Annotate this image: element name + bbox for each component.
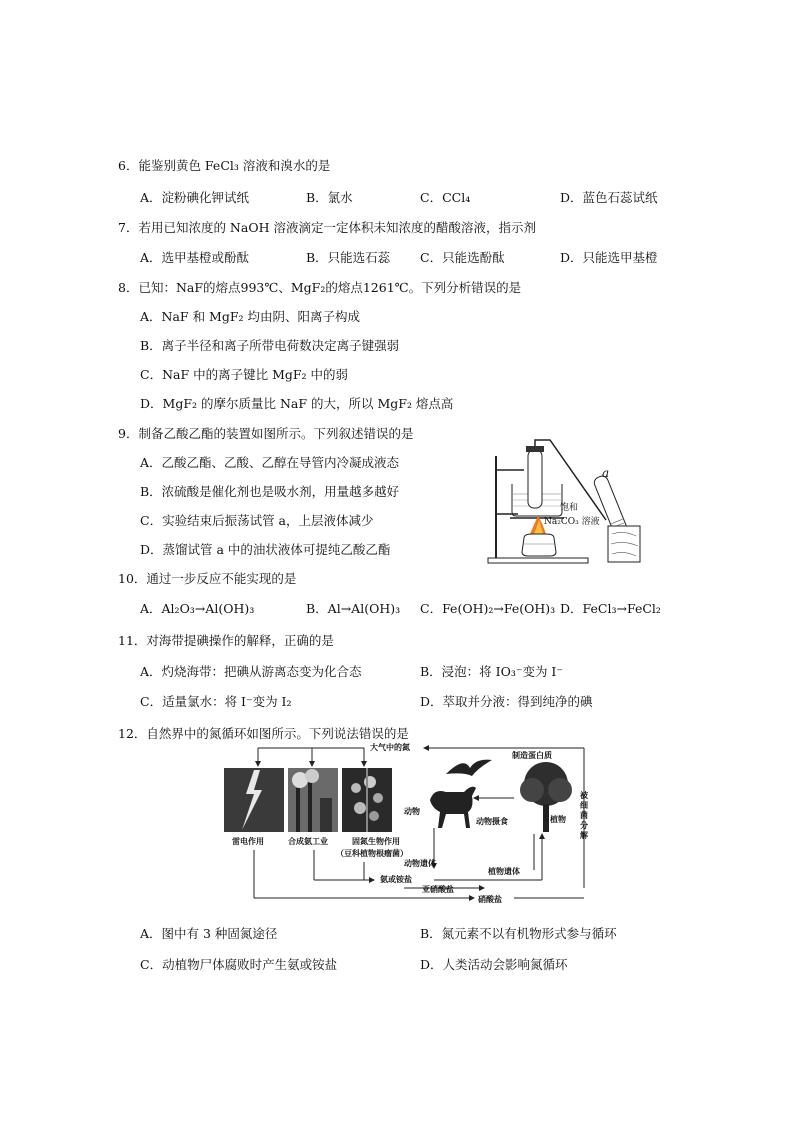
- nitrogen-cycle-figure: [224, 738, 600, 916]
- horse-drawing: [424, 778, 480, 830]
- na2co3-label: Na₂CO₃ 溶液: [544, 517, 600, 527]
- q10-option-a: A．Al₂O₃→Al(OH)₃: [140, 601, 255, 616]
- q6-option-d: D．蓝色石蕊试纸: [560, 190, 658, 205]
- q11-option-b: B．浸泡：将 IO₃⁻变为 I⁻: [420, 664, 563, 679]
- legume-label: （豆科植物根瘤菌）: [336, 848, 408, 858]
- q9-stem: 9．制备乙酸乙酯的装置如图所示。下列叙述错误的是: [118, 426, 414, 441]
- eating-label: 动物摄食: [476, 816, 508, 826]
- q7-option-b: B．只能选石蕊: [306, 250, 391, 265]
- q8-stem: 8．已知：NaF的熔点993℃、MgF₂的熔点1261℃。下列分析错误的是: [118, 280, 522, 295]
- q8-option-d: D．MgF₂ 的摩尔质量比 NaF 的大，所以 MgF₂ 熔点高: [140, 396, 454, 411]
- q7-stem: 7．若用已知浓度的 NaOH 溶液滴定一定体积未知浓度的醋酸溶液，指示剂: [118, 220, 536, 235]
- tube-a-label: a: [602, 466, 610, 480]
- plant-remains-label: 植物遗体: [488, 866, 520, 876]
- industry-label: 合成氨工业: [288, 836, 328, 846]
- bio-fixation-label: 固氮生物作用: [352, 836, 400, 846]
- q11-option-a: A．灼烧海带：把碘从游离态变为化合态: [140, 664, 362, 679]
- q6-option-a: A．淀粉碘化钾试纸: [140, 190, 250, 205]
- q12-option-d: D．人类活动会影响氮循环: [420, 957, 568, 972]
- q12-option-a: A．图中有 3 种固氮途径: [140, 926, 278, 941]
- q6-option-c: C．CCl₄: [420, 190, 471, 205]
- tree-drawing: [516, 758, 576, 834]
- q12-option-c: C．动植物尸体腐败时产生氨或铵盐: [140, 957, 338, 972]
- plant-label: 植物: [550, 814, 566, 824]
- animal-label: 动物: [404, 806, 420, 816]
- atmosphere-label: 大气中的氮: [370, 742, 410, 752]
- lightning-label: 雷电作用: [232, 836, 264, 846]
- q8-option-b: B．离子半径和离子所带电荷数决定离子键强弱: [140, 338, 400, 353]
- q11-option-c: C．适量氯水：将 I⁻变为 I₂: [140, 694, 292, 709]
- q9-option-c: C．实验结束后振荡试管 a，上层液体减少: [140, 513, 374, 528]
- q7-option-a: A．选甲基橙或酚酞: [140, 250, 250, 265]
- protein-label: 制造蛋白质: [512, 750, 552, 760]
- q10-option-c: C．Fe(OH)₂→Fe(OH)₃: [420, 601, 556, 616]
- q10-option-b: B．Al→Al(OH)₃: [306, 601, 401, 616]
- nitrate-label: 硝酸盐: [478, 894, 502, 904]
- q7-option-d: D．只能选甲基橙: [560, 250, 658, 265]
- root-nodule-photo: [342, 768, 392, 832]
- q10-stem: 10．通过一步反应不能实现的是: [118, 571, 297, 586]
- nitrite-label: 亚硝酸盐: [422, 884, 454, 894]
- q6-option-b: B．氯水: [306, 190, 353, 205]
- q12-option-b: B．氮元素不以有机物形式参与循环: [420, 926, 617, 941]
- industry-photo: [288, 768, 338, 832]
- q9-option-d: D．蒸馏试管 a 中的油状液体可提纯乙酸乙酯: [140, 542, 391, 557]
- q12-stem: 12．自然界中的氮循环如图所示。下列说法错误的是: [118, 726, 409, 741]
- q7-option-c: C．只能选酚酞: [420, 250, 505, 265]
- lightning-photo: [224, 768, 284, 832]
- q9-option-a: A．乙酸乙酯、乙酸、乙醇在导管内冷凝成液态: [140, 455, 400, 470]
- q8-option-c: C．NaF 中的离子键比 MgF₂ 中的弱: [140, 367, 349, 382]
- saturated-label: 饱和: [560, 503, 579, 513]
- q10-option-d: D．FeCl₃→FeCl₂: [560, 601, 661, 616]
- q6-stem: 6．能鉴别黄色 FeCl₃ 溶液和溴水的是: [118, 158, 331, 173]
- decomposition-label: 被细菌分解: [580, 790, 588, 840]
- animal-remains-label: 动物遗体: [404, 858, 436, 868]
- ammonia-label: 氨或铵盐: [380, 874, 412, 884]
- q11-stem: 11．对海带提碘操作的解释，正确的是: [118, 633, 334, 648]
- q11-option-d: D．萃取并分液：得到纯净的碘: [420, 694, 593, 709]
- q9-option-b: B．浓硫酸是催化剂也是吸水剂，用量越多越好: [140, 484, 400, 499]
- q8-option-a: A．NaF 和 MgF₂ 均由阴、阳离子构成: [140, 309, 360, 324]
